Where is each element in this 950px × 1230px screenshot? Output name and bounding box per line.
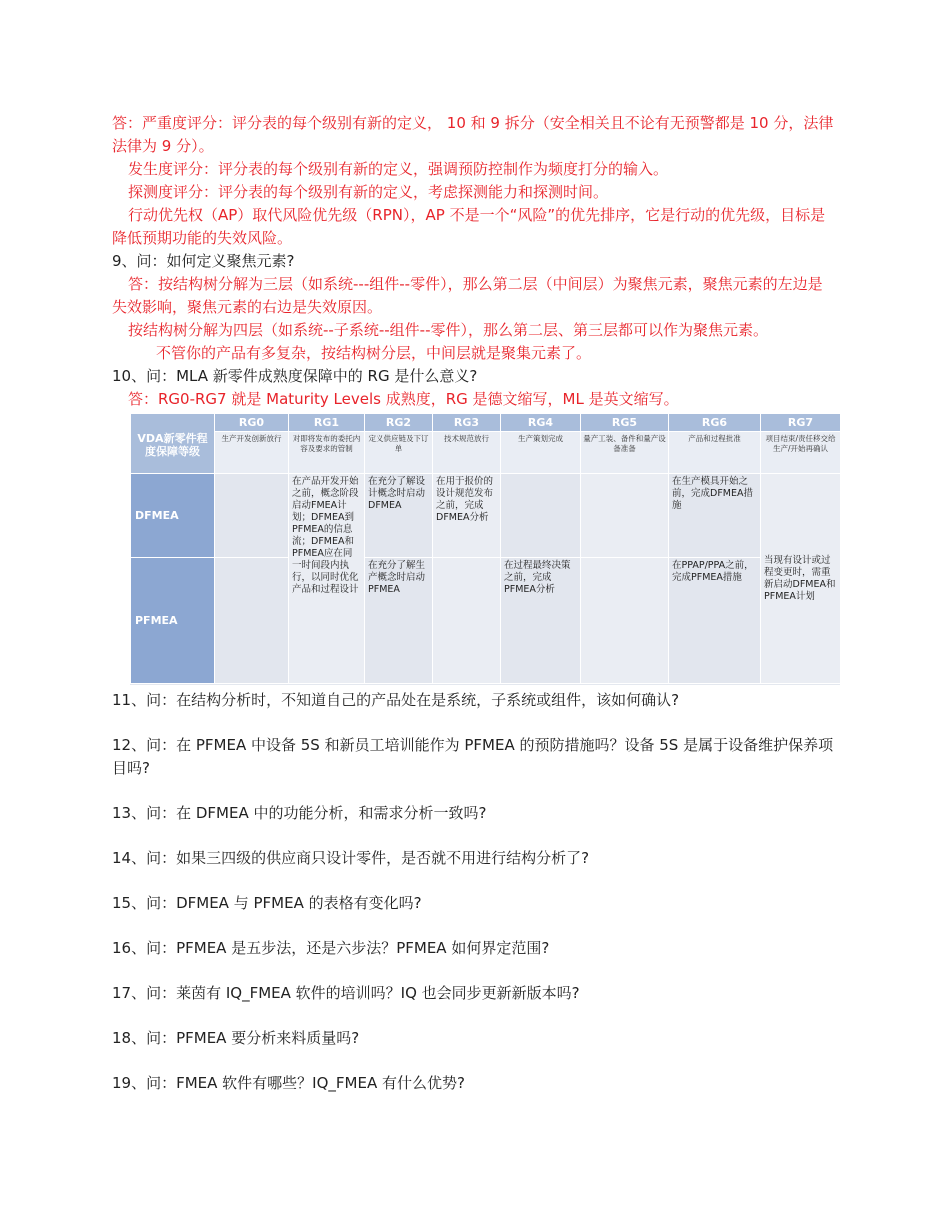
answer-9-four-layer: 按结构树分解为四层（如系统--子系统--组件--零件），那么第二层、第三层都可以作为聚焦元素。 [128,321,768,339]
rg-subheader: 项目结束/责任移交给生产/开始再确认 [761,432,841,474]
rg-cell [501,474,581,558]
question-17: 17、问：莱茵有 IQ_FMEA 软件的培训吗？IQ 也会同步更新新版本吗? [112,984,580,1002]
question-18: 18、问：PFMEA 要分析来料质量吗? [112,1029,360,1047]
rg-cell-rg2-pfmea: 在充分了解生产概念时启动PFMEA [365,558,433,684]
rg-cell [215,474,289,558]
rg-maturity-table-image [130,413,840,685]
rg-header: RG7 [761,414,841,432]
rg-cell-rg6-dfmea: 在生产模具开始之前，完成DFMEA措施 [669,474,761,558]
rg-cell-rg7: 当现有设计或过程变更时，需重新启动DFMEA和PFMEA计划 [761,474,841,684]
answer-detection: 探测度评分：评分表的每个级别有新的定义，考虑探测能力和探测时间。 [128,183,609,201]
rg-subheader: 技术规范放行 [433,432,501,474]
question-10: 10、问：MLA 新零件成熟度保障中的 RG 是什么意义? [112,367,478,385]
rg-header: RG5 [581,414,669,432]
rg-header: RG3 [433,414,501,432]
rg-header: RG6 [669,414,761,432]
rg-cell-rg2-dfmea: 在充分了解设计概念时启动DFMEA [365,474,433,558]
rg-header: RG4 [501,414,581,432]
rg-cell [581,558,669,684]
rg-subheader: 生产策划完成 [501,432,581,474]
rg-maturity-table [130,413,840,684]
rg-subheader: 生产开发创新放行 [215,432,289,474]
rg-cell-rg1: 在产品开发开始之前，概念阶段启动FMEA计划；DFMEA到PFMEA的信息流；DFMEA和PFMEA应在同一时间段内执行，以同时优化产品和过程设计 [289,474,365,684]
question-19: 19、问：FMEA 软件有哪些？IQ_FMEA 有什么优势? [112,1074,465,1092]
rg-cell [215,558,289,684]
answer-9-summary: 不管你的产品有多复杂，按结构树分层，中间层就是聚集元素了。 [156,344,592,362]
question-9: 9、问：如何定义聚焦元素? [112,252,295,270]
rg-row-pfmea: PFMEA [131,558,215,684]
rg-subheader: 量产工装、备件和量产设备准备 [581,432,669,474]
rg-cell-rg6-pfmea: 在PPAP/PPA之前，完成PFMEA措施 [669,558,761,684]
rg-header: RG0 [215,414,289,432]
rg-cell-rg4-pfmea: 在过程最终决策之前，完成PFMEA分析 [501,558,581,684]
answer-10: 答：RG0-RG7 就是 Maturity Levels 成熟度，RG 是德文缩写，ML 是英文缩写。 [128,390,679,408]
answer-severity: 答：严重度评分：评分表的每个级别有新的定义， 10 和 9 拆分（安全相关且不论有无预警都是 10 分，法律法律为 9 分）。 [112,114,834,155]
rg-subheader: 对即将发布的委托内容及要求的管制 [289,432,365,474]
rg-cell-rg3-dfmea: 在用于报价的设计规范发布之前，完成DFMEA分析 [433,474,501,558]
document-page [112,112,836,1095]
question-15: 15、问：DFMEA 与 PFMEA 的表格有变化吗? [112,894,422,912]
rg-cell [433,558,501,684]
rg-subheader: 产品和过程批准 [669,432,761,474]
rg-header: RG1 [289,414,365,432]
question-14: 14、问：如果三四级的供应商只设计零件，是否就不用进行结构分析了? [112,849,590,867]
question-12: 12、问：在 PFMEA 中设备 5S 和新员工培训能作为 PFMEA 的预防措施吗？设备 5S 是属于设备维护保养项目吗? [112,736,834,777]
rg-row-dfmea: DFMEA [131,474,215,558]
rg-table-corner: VDA新零件程度保障等级 [131,414,215,474]
question-11: 11、问：在结构分析时，不知道自己的产品处在是系统，子系统或组件，该如何确认? [112,691,680,709]
answer-occurrence: 发生度评分：评分表的每个级别有新的定义，强调预防控制作为频度打分的输入。 [128,160,669,178]
question-13: 13、问：在 DFMEA 中的功能分析，和需求分析一致吗? [112,804,487,822]
rg-subheader: 定义供应链及下订单 [365,432,433,474]
rg-header: RG2 [365,414,433,432]
answer-ap: 行动优先权（AP）取代风险优先级（RPN），AP 不是一个“风险”的优先排序，它是行动的优先级，目标是降低预期功能的失效风险。 [112,206,826,247]
question-16: 16、问：PFMEA 是五步法，还是六步法？PFMEA 如何界定范围? [112,939,550,957]
rg-cell [581,474,669,558]
answer-9-three-layer: 答：按结构树分解为三层（如系统---组件--零件），那么第二层（中间层）为聚焦元素，聚焦元素的左边是失效影响，聚焦元素的右边是失效原因。 [112,275,823,316]
